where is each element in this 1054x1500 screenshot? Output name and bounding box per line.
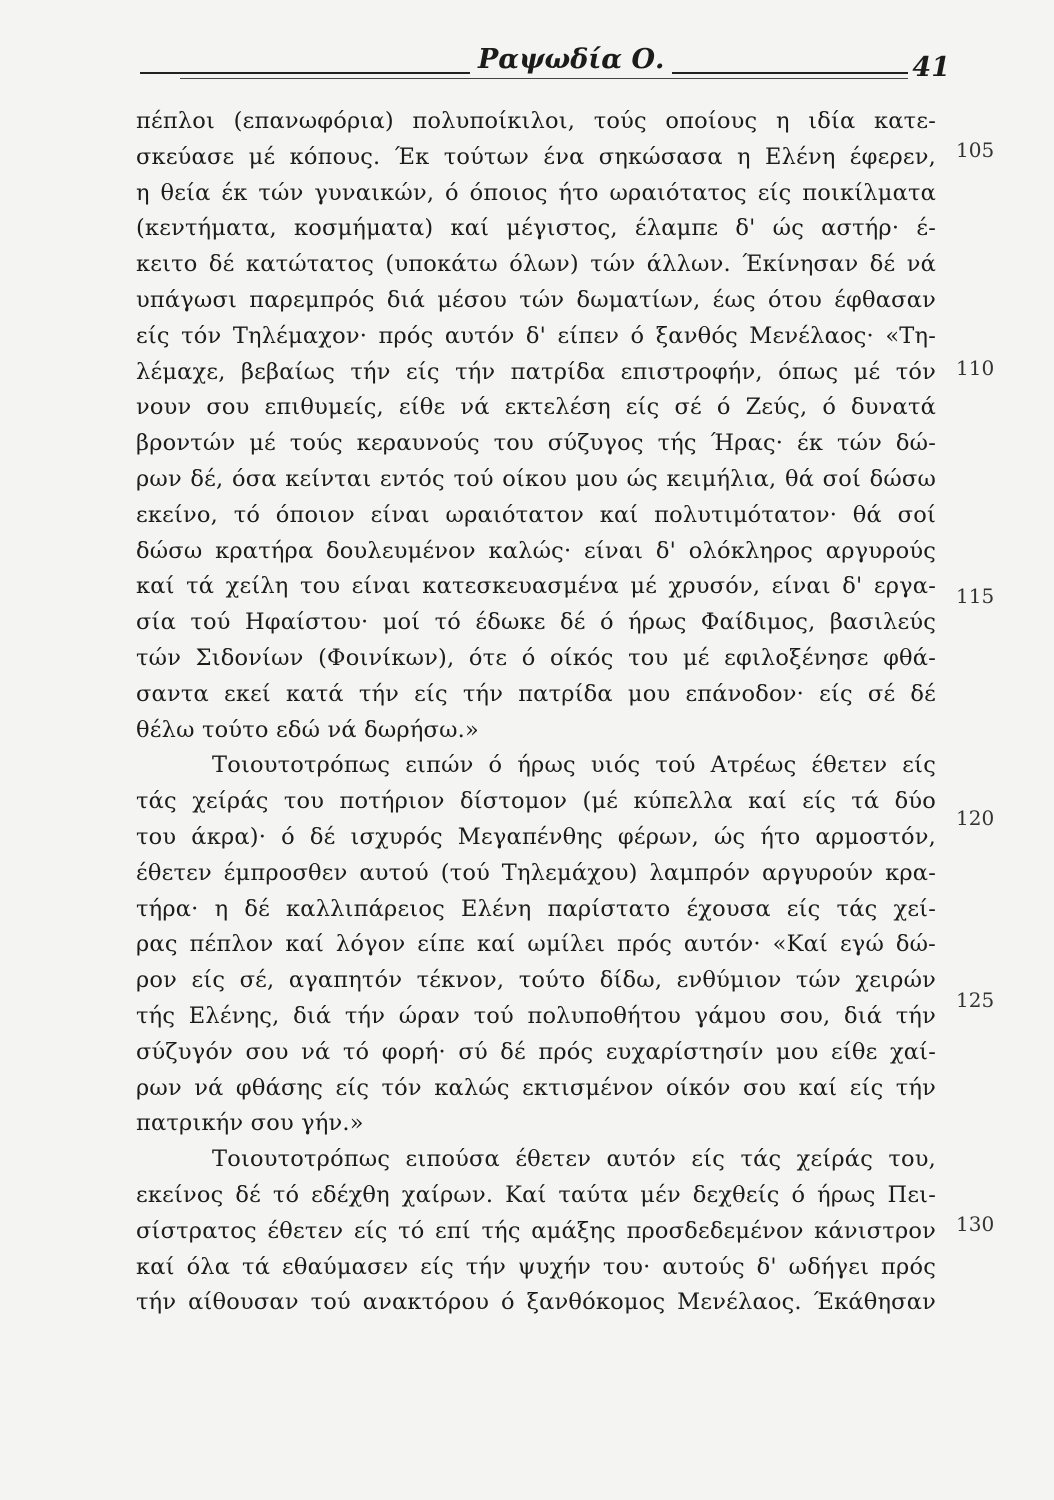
text-line: θέλω τούτο εδώ νά δωρήσω.» [136,716,479,743]
text-line: τών Σιδονίων (Φοινίκων), ότε ό οίκός του μέ εφιλοξένησε φθά- [136,644,936,671]
text-line: τής Ελένης, διά τήν ώραν τού πολυποθήτου γάμου σου, διά τήν [136,1002,936,1029]
text-line: κειτο δέ κατώτατος (υποκάτω όλων) τών άλλων. Έκίνησαν δέ νά [136,251,936,278]
text-line: ρων δέ, όσα κείνται εντός τού οίκου μου ώς κειμήλια, θά σοί δώσω [136,465,936,492]
text-line: πατρικήν σου γήν.» [136,1110,364,1137]
text-line: έθετεν έμπροσθεν αυτού (τού Τηλεμάχου) λαμπρόν αργυρούν κρα- [136,859,936,886]
verse-number: 105 [956,138,995,162]
text-line: Τοιουτοτρόπως ειπών ό ήρως υιός τού Ατρέως έθετεν είς [212,752,936,779]
text-line: σαντα εκεί κατά τήν είς τήν πατρίδα μου επάνοδον· είς σέ δέ [136,680,936,707]
text-line: ρον είς σέ, αγαπητόν τέκνον, τούτο δίδω, ενθύμιον τών χειρών [136,967,936,994]
verse-number: 110 [956,356,995,380]
header-rule-thin [180,78,940,79]
text-line: Τοιουτοτρόπως ειπούσα έθετεν αυτόν είς τάς χείράς του, [212,1146,936,1173]
text-line: εκείνο, τό όποιον είναι ωραιότατον καί πολυτιμότατον· θά σοί [136,501,936,528]
body-text [136,104,936,1321]
text-line: δώσω κρατήρα δουλευμένον καλώς· είναι δ' ολόκληρος αργυρούς [136,537,936,564]
text-line: καί τά χείλη του είναι κατεσκευασμένα μέ χρυσόν, είναι δ' εργα- [136,573,936,600]
text-line: νουν σου επιθυμείς, είθε νά εκτελέση είς σέ ό Ζεύς, ό δυνατά [136,394,936,421]
page-header [140,38,950,98]
text-line: εκείνος δέ τό εδέχθη χαίρων. Καί ταύτα μέν δεχθείς ό ήρως Πει- [136,1181,936,1208]
verse-number: 115 [956,584,995,608]
text-line: υπάγωσι παρεμπρός διά μέσου τών δωματίων, έως ότου έφθασαν [136,286,936,313]
text-line: τήν αίθουσαν τού ανακτόρου ό ξανθόκομος Μενέλαος. Έκάθησαν [136,1289,936,1316]
text-line: καί όλα τά εθαύμασεν είς τήν ψυχήν του· αυτούς δ' ωδήγει πρός [136,1253,936,1280]
text-line: σία τού Ηφαίστου· μοί τό έδωκε δέ ό ήρως Φαίδιμος, βασιλεύς [136,609,936,636]
text-line: τήρα· η δέ καλλιπάρειος Ελένη παρίστατο έχουσα είς τάς χεί- [136,895,936,922]
text-line: βροντών μέ τούς κεραυνούς του σύζυγος τής Ήρας· έκ τών δώ- [136,430,936,457]
text-line: πέπλοι (επανωφόρια) πολυποίκιλοι, τούς οποίους η ιδία κατε- [136,108,936,134]
page-number: 41 [908,52,954,83]
text-line: σύζυγόν σου νά τό φορή· σύ δέ πρός ευχαρίστησίν μου είθε χαί- [136,1038,936,1065]
verse-line-numbers [956,0,1036,1500]
text-line: σκεύασε μέ κόπους. Έκ τούτων ένα σηκώσασα η Ελένη έφερεν, [136,143,936,170]
text-line: ρας πέπλον καί λόγον είπε καί ωμίλει πρός αυτόν· «Καί εγώ δώ- [136,931,936,958]
verse-number: 130 [956,1212,995,1236]
running-title: Ραψωδία Ο. [470,44,672,75]
text-line: του άκρα)· ό δέ ισχυρός Μεγαπένθης φέρων, ώς ήτο αρμοστόν, [136,823,936,850]
text-line: σίστρατος έθετεν είς τό επί τής αμάξης προσδεδεμένον κάνιστρον [136,1217,936,1244]
text-line: ρων νά φθάσης είς τόν καλώς εκτισμένον οίκόν σου καί είς τήν [136,1074,936,1101]
verse-number: 125 [956,988,995,1012]
text-line: η θεία έκ τών γυναικών, ό όποιος ήτο ωραιότατος είς ποικίλματα [136,179,936,206]
text-line: (κεντήματα, κοσμήματα) καί μέγιστος, έλαμπε δ' ώς αστήρ· έ- [136,215,936,242]
verse-number: 120 [956,806,995,830]
text-line: λέμαχε, βεβαίως τήν είς τήν πατρίδα επιστροφήν, όπως μέ τόν [136,358,936,385]
text-line: τάς χείράς του ποτήριον δίστομον (μέ κύπελλα καί είς τά δύο [136,788,936,815]
text-line: είς τόν Τηλέμαχον· πρός αυτόν δ' είπεν ό ξανθός Μενέλαος· «Τη- [136,322,936,349]
